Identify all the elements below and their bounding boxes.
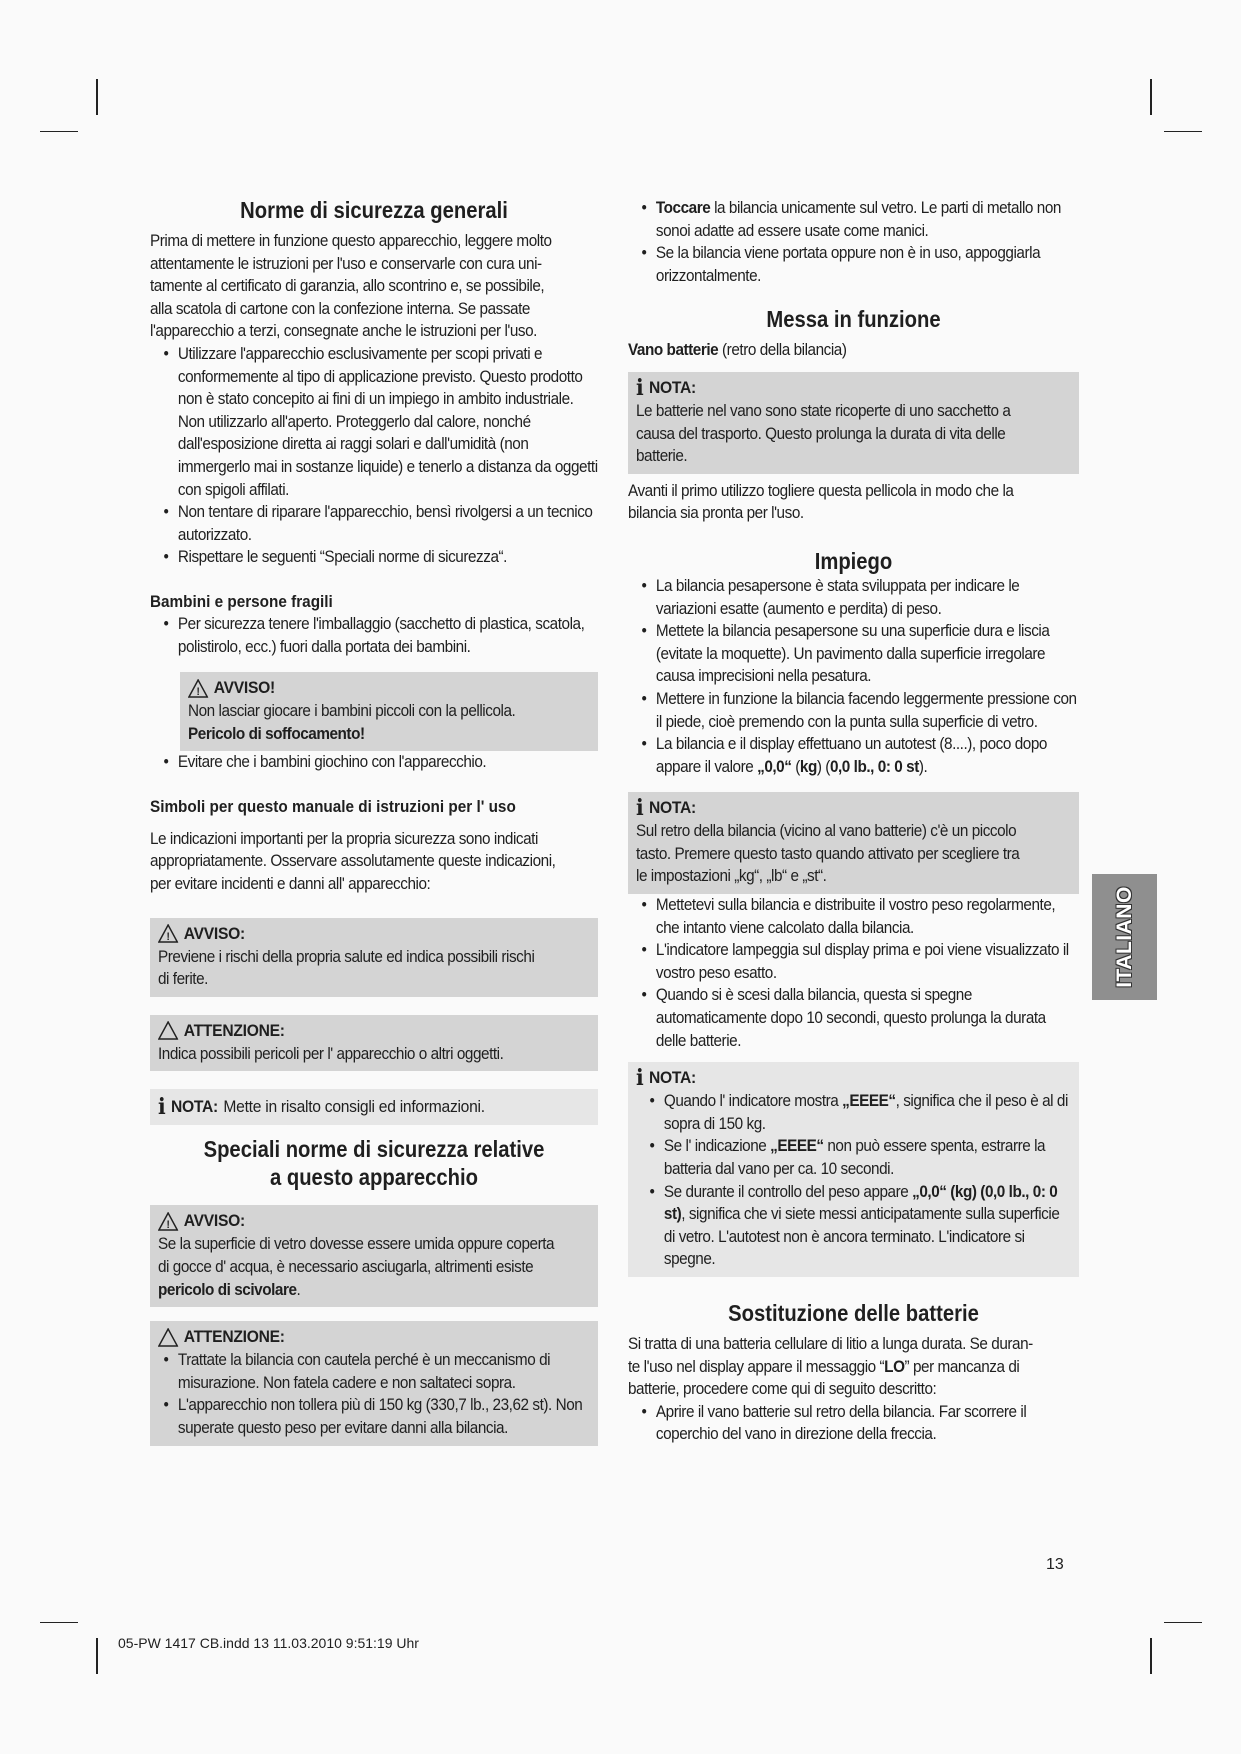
warning-title: AVVISO: — [183, 923, 245, 943]
note-text: Sul retro della bilancia (vicino al vano batterie) c'è un piccolo tasto. Premere questo tasto quando attivato per scegliere tra le impostazioni „kg“, „lb“ e „st“. — [636, 821, 1020, 886]
attention-triangle-icon — [158, 1021, 178, 1040]
warning-triangle-icon — [158, 924, 178, 943]
battery-replacement-list — [628, 1401, 1079, 1446]
battery-compartment-label: Vano batterie (retro della bilancia) — [628, 340, 847, 360]
handling-list — [628, 197, 1079, 287]
page-number: 13 — [1046, 1556, 1064, 1573]
note-box-units — [628, 792, 1079, 894]
list-item: • L'indicatore lampeggia sul display prima e poi viene visualizzato il vostro peso esatto. — [641, 940, 1069, 982]
symbols-intro: Le indicazioni importanti per la propria sicurezza sono indicati appropriatamente. Osservare assolutamente queste indicazioni, per evitare incidenti e danni all' apparecchio: — [150, 828, 556, 894]
list-item: • Non tentare di riparare l'apparecchio, bensì rivolgersi a un tecnico autorizzato. — [163, 502, 593, 544]
warning-text: Se la superficie di vetro dovesse essere umida oppure coperta di gocce d' acqua, è necessario asciugarla, altrimenti esiste pericolo di scivolare. — [158, 1234, 555, 1299]
symbol-warning-box — [150, 918, 598, 997]
list-item: • Evitare che i bambini giochino con l'apparecchio. — [163, 752, 487, 772]
note-title: NOTA: — [648, 1068, 696, 1088]
list-item: • La bilancia e il display effettuano un autotest (8....), poco dopo appare il valore „0,0“ (kg) (0,0 lb., 0: 0 st). — [641, 734, 1047, 776]
list-item: • Per sicurezza tenere l'imballaggio (sacchetto di plastica, scatola, polistirolo, ecc.) fuori dalla portata dei bambini. — [163, 613, 585, 656]
symbol-note-box — [150, 1089, 598, 1125]
list-item: • Quando si è scesi dalla bilancia, questa si spegne automaticamente dopo 10 secondi, questo prolunga la durata delle batterie. — [641, 985, 1046, 1050]
attention-title: ATTENZIONE: — [183, 1327, 285, 1347]
warning-triangle-icon — [158, 1212, 178, 1231]
usage-list — [628, 575, 1079, 778]
note-title: NOTA: — [170, 1097, 218, 1117]
list-item: • Trattate la bilancia con cautela perché è un meccanismo di misurazione. Non fatela cadere e non saltateci sopra. — [163, 1350, 551, 1392]
language-tab-label: ITALIANO — [1112, 886, 1136, 988]
list-item: • Aprire il vano batterie sul retro della bilancia. Far scorrere il coperchio del vano in direzione della freccia. — [641, 1401, 1027, 1444]
section-title-battery-replacement: Sostituzione delle batterie — [728, 1299, 979, 1326]
crop-mark — [1164, 1622, 1202, 1623]
crop-mark — [40, 131, 78, 132]
note-box-battery — [628, 372, 1079, 474]
list-item: • Toccare la bilancia unicamente sul vetro. Le parti di metallo non sonoi adatte ad essere usate come manici. — [641, 198, 1061, 240]
symbols-heading: Simboli per questo manuale di istruzioni per l' uso — [150, 796, 516, 816]
list-item: • Mettete la bilancia pesapersone su una superficie dura e liscia (evitate la moquette). Un pavimento dalla superficie irregolare causa imprecisioni nella pesatura. — [641, 621, 1050, 686]
warning-title: AVVISO! — [213, 678, 275, 698]
info-icon: i — [636, 1065, 644, 1092]
crop-mark — [96, 1638, 98, 1674]
info-icon: i — [636, 374, 644, 401]
attention-text: Indica possibili pericoli per l' apparecchio o altri oggetti. — [158, 1043, 504, 1063]
section-title-startup: Messa in funzione — [766, 306, 941, 333]
attention-list — [150, 1349, 590, 1439]
children-heading: Bambini e persone fragili — [150, 591, 333, 611]
svg-text:!: ! — [166, 930, 170, 944]
print-footer: 05-PW 1417 CB.indd 13 11.03.2010 9:51:19 Uhr — [118, 1635, 419, 1651]
children-list-2 — [150, 751, 598, 774]
svg-text:!: ! — [196, 685, 200, 698]
right-column — [628, 197, 1079, 1446]
battery-replacement-paragraph: Si tratta di una batteria cellulare di litio a lunga durata. Se duran- te l'uso nel display appare il messaggio “LO” per mancanza di batterie, procedere come qui di seguito descritto: — [628, 1333, 1033, 1399]
list-item: • Utilizzare l'apparecchio esclusivamente per scopi privati e conformemente al tipo di applicazione previsto. Questo prodotto non è stato concepito ai fini di un impiego in ambito industriale. Non utilizzarlo all'aperto. Proteggerlo dal calore, nonché dall'esposizione diretta ai raggi solari e dall'umidità (non immergerlo mai in sostanze liquide) e tenerlo a distanza da oggetti con spigoli affilati. — [163, 343, 598, 499]
warning-title: AVVISO: — [183, 1211, 245, 1231]
list-item: • Mettere in funzione la bilancia facendo leggermente pressione con il piede, cioè premendo con la punta sulla superficie di vetro. — [641, 688, 1077, 731]
special-warning-box — [150, 1205, 598, 1307]
note-title: NOTA: — [648, 798, 696, 818]
special-safety-title: Speciali norme di sicurezza relative a questo apparecchio — [203, 1136, 545, 1191]
attention-triangle-icon — [158, 1328, 178, 1347]
list-item: • Se durante il controllo del peso appare „0,0“ (kg) (0,0 lb., 0: 0 st), significa che vi siete messi anticipatamente sulla superficie di vetro. L'autotest non è ancora terminato. L'indicatore si spegne. — [649, 1181, 1060, 1269]
list-item: • Mettetevi sulla bilancia e distribuite il vostro peso regolarmente, che intanto viene calcolato dalla bilancia. — [641, 895, 1056, 937]
list-item: • L'apparecchio non tollera più di 150 kg (330,7 lb., 23,62 st). Non superate questo peso per evitare danni alla bilancia. — [163, 1395, 583, 1437]
general-safety-list — [150, 343, 598, 569]
list-item: • Rispettare le seguenti “Speciali norme di sicurezza“. — [163, 547, 507, 567]
startup-paragraph: Avanti il primo utilizzo togliere questa pellicola in modo che la bilancia sia pronta per l'uso. — [628, 480, 1014, 523]
intro-paragraph: Prima di mettere in funzione questo apparecchio, leggere molto attentamente le istruzioni per l'uso e conservarle con cura uni- tamente al certificato di garanzia, allo scontrino e, se possibile, alla scatola di cartone con la confezione interna. Se passate l'apparecchio a terzi, consegnate anche le istruzioni per l'uso. — [150, 231, 552, 341]
crop-mark — [96, 79, 98, 115]
left-column — [150, 196, 598, 1446]
list-item: • La bilancia pesapersone è stata sviluppata per indicare le variazioni esatte (aumento e perdita) di peso. — [641, 575, 1020, 618]
list-item: • Se l' indicazione „EEEE“ non può essere spenta, estrarre la batteria dal vano per ca. 10 secondi. — [649, 1136, 1046, 1178]
warning-box-suffocation — [180, 672, 598, 751]
note-list — [636, 1090, 1071, 1271]
section-title-general-safety: Norme di sicurezza generali — [240, 197, 508, 223]
list-item: • Quando l' indicatore mostra „EEEE“, significa che il peso è al di sopra di 150 kg. — [649, 1091, 1068, 1133]
warning-text: Previene i rischi della propria salute ed indica possibili rischi di ferite. — [158, 946, 535, 989]
crop-mark — [1150, 79, 1152, 115]
note-text: Le batterie nel vano sono state ricoperte di uno sacchetto a causa del trasporto. Questo prolunga la durata di vita delle batterie. — [636, 400, 1011, 466]
section-title-usage: Impiego — [814, 547, 893, 574]
usage-list-2 — [628, 894, 1079, 1052]
svg-text:!: ! — [166, 1218, 170, 1231]
symbol-attention-box — [150, 1015, 598, 1072]
note-title: NOTA: — [648, 377, 696, 397]
list-item: • Se la bilancia viene portata oppure non è in uso, appoggiarla orizzontalmente. — [641, 243, 1041, 285]
crop-mark — [1150, 1638, 1152, 1674]
warning-triangle-icon — [188, 679, 208, 698]
special-attention-box — [150, 1321, 598, 1445]
info-icon: i — [158, 1094, 166, 1121]
note-box-indicator — [628, 1062, 1079, 1277]
warning-bold: Pericolo di soffocamento! — [188, 723, 365, 743]
crop-mark — [40, 1622, 78, 1623]
children-list — [150, 613, 598, 658]
language-tab — [1092, 874, 1157, 1000]
attention-title: ATTENZIONE: — [183, 1020, 285, 1040]
warning-text: Non lasciar giocare i bambini piccoli con la pellicola. — [188, 701, 516, 721]
crop-mark — [1164, 131, 1202, 132]
note-text: Mette in risalto consigli ed informazioni. — [223, 1097, 485, 1117]
info-icon: i — [636, 795, 644, 822]
